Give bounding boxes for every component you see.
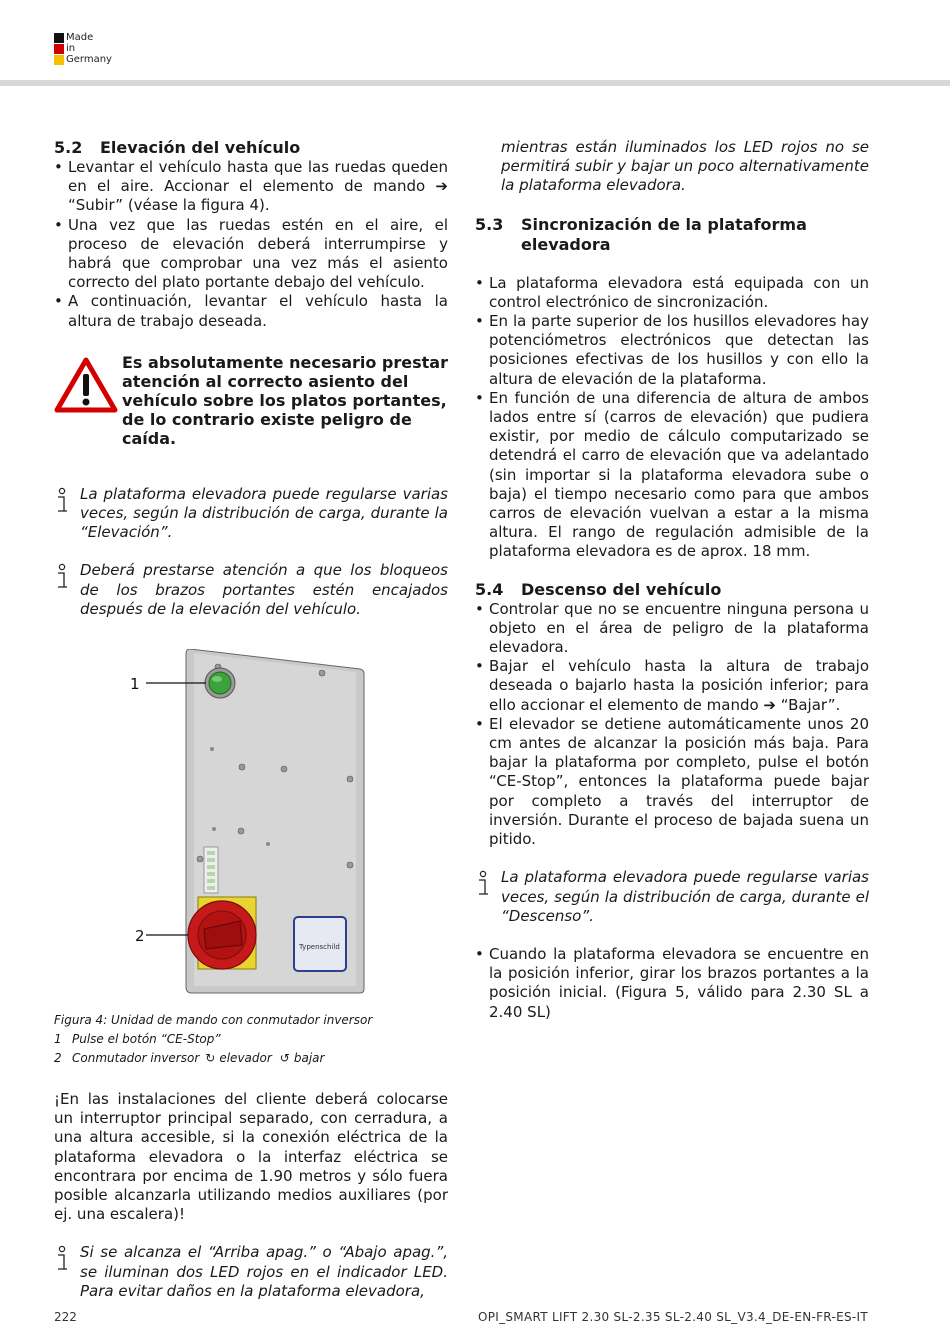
caption-title: Figura 4: Unidad de mando con conmutador inversor xyxy=(54,1013,373,1028)
info-note-1 xyxy=(54,485,448,543)
list-item: • La plataforma elevadora está equipada con un control electrónico de sincronización. xyxy=(475,274,869,312)
list-item: • Bajar el vehículo hasta la altura de trabajo deseada o bajarlo hasta la posición inferior; para ello accionar el elemento de mando ➔ “Bajar”. xyxy=(475,657,869,715)
note-text: La plataforma elevadora puede regularse varias veces, según la distribución de carga, durante la “Elevación”. xyxy=(80,484,448,542)
section-5-4-heading xyxy=(475,580,869,600)
rotate-counterclockwise-icon: ↺ xyxy=(279,1051,290,1066)
logo-line-3: Germany xyxy=(66,54,112,65)
note-text: Si se alcanza el “Arriba apag.” o “Abajo apag.”, se iluminan dos LED rojos en el indicador LED. Para evitar daños en la plataforma elevadora, xyxy=(80,1243,448,1300)
section-5-3-list xyxy=(475,274,869,562)
info-icon xyxy=(54,563,80,591)
info-icon xyxy=(475,870,501,898)
list-item: • A continuación, levantar el vehículo hasta la altura de trabajo deseada. xyxy=(54,292,448,330)
info-icon xyxy=(54,1245,80,1273)
caption-item-text: elevador xyxy=(219,1051,272,1066)
figure-caption xyxy=(54,1011,448,1068)
caption-item-number: 1 xyxy=(54,1032,62,1047)
callout-2: 2 xyxy=(135,927,145,946)
header-rule xyxy=(0,80,950,86)
logo-line-1: Made xyxy=(66,32,94,43)
caption-item-1 xyxy=(54,1030,448,1049)
section-5-2-list xyxy=(54,158,448,331)
section-number: 5.4 xyxy=(475,579,504,599)
right-column xyxy=(475,138,869,1022)
type-plate-label: Typenschild xyxy=(299,943,340,952)
note-3-continuation: mientras están iluminados los LED rojos no se permitirá subir y bajar un poco alternativamente la plataforma elevadora. xyxy=(501,138,869,195)
warning-text: Es absolutamente necesario prestar atención al correcto asiento del vehículo sobre los platos portantes, de lo contrario existe peligro de caída. xyxy=(122,352,448,448)
final-list xyxy=(475,945,869,1022)
note-text: La plataforma elevadora puede regularse varias veces, según la distribución de carga, durante el “Descenso”. xyxy=(501,868,869,925)
section-title: Descenso del vehículo xyxy=(521,579,722,599)
flag-black xyxy=(54,33,64,43)
caption-item-text: Conmutador inversor xyxy=(72,1051,200,1066)
left-column xyxy=(54,138,448,1301)
list-item: • En la parte superior de los husillos elevadores hay potenciómetros electrónicos que detectan las posiciones efectivas de los husillos y con ello la altura de elevación de la plataforma. xyxy=(475,312,869,389)
callout-1: 1 xyxy=(130,675,140,694)
list-item: • Una vez que las ruedas estén en el aire, el proceso de elevación deberá interrumpirse y habrá que comprobar una vez más el asiento correcto del plato portante debajo del vehículo. xyxy=(54,216,448,293)
flag-gold xyxy=(54,55,64,65)
document-id: OPI_SMART LIFT 2.30 SL-2.35 SL-2.40 SL_V3.4_DE-EN-FR-ES-IT xyxy=(477,1310,868,1324)
list-item: • El elevador se detiene automáticamente unos 20 cm antes de alcanzar la posición más baja. Para bajar la plataforma por completo, pulse el botón “CE-Stop”, entonces la plataforma puede bajar por completo a través del interruptor de inversión. Durante el proceso de bajada suena un pitido. xyxy=(475,715,869,849)
list-item: • En función de una diferencia de altura de ambos lados entre sí (carros de elevación) que pudiera existir, por medio de cálculo computarizado se detendrá el carro de elevación que va adelantado (sin importar si la plataforma elevadora sube o baja) el tiempo necesario como para que ambos carros de elevación vuelvan a estar a la misma altura. El rango de regulación admisible de la plataforma elevadora es de aprox. 18 mm. xyxy=(475,389,869,562)
control-unit-illustration xyxy=(54,649,448,999)
caption-item-text: Pulse el botón “CE-Stop” xyxy=(72,1032,221,1047)
section-5-4-list xyxy=(475,600,869,850)
info-note-4 xyxy=(475,868,869,926)
info-icon xyxy=(54,487,80,515)
logo-line-2: in xyxy=(66,43,76,54)
section-5-3-heading xyxy=(475,215,869,255)
list-item: • Levantar el vehículo hasta que las ruedas queden en el aire. Accionar el elemento de mando ➔ “Subir” (véase la figura 4). xyxy=(54,158,448,216)
info-note-3 xyxy=(54,1243,448,1301)
note-text: Deberá prestarse atención a que los bloqueos de los brazos portantes estén encajados después de la elevación del vehículo. xyxy=(80,561,448,618)
section-5-2-heading xyxy=(54,138,448,158)
list-item: • Cuando la plataforma elevadora se encuentre en la posición inferior, girar los brazos portantes a la posición inicial. (Figura 5, válido para 2.30 SL a 2.40 SL) xyxy=(475,945,869,1022)
caption-item-number: 2 xyxy=(54,1051,62,1066)
list-item: • Controlar que no se encuentre ninguna persona u objeto en el área de peligro de la plataforma elevadora. xyxy=(475,600,869,658)
caption-item-2 xyxy=(54,1049,448,1068)
page-number: 222 xyxy=(54,1310,77,1324)
section-number: 5.3 xyxy=(475,214,504,234)
section-title: Sincronización de la plataforma elevadora xyxy=(521,214,807,254)
section-number: 5.2 xyxy=(54,138,83,157)
rotate-clockwise-icon: ↻ xyxy=(205,1051,216,1066)
flag-red xyxy=(54,44,64,54)
warning-block xyxy=(54,353,448,448)
section-title: Elevación del vehículo xyxy=(100,138,301,157)
caption-item-text: bajar xyxy=(293,1051,325,1066)
control-unit-figure xyxy=(54,649,448,999)
info-note-2 xyxy=(54,561,448,619)
main-switch-paragraph: ¡En las instalaciones del cliente deberá colocarse un interruptor principal separado, con cerradura, a una altura accesible, si la conexión eléctrica de la plataforma elevadora o la interfaz eléctrica se encontrara por encima de 1.90 metros y sólo fuera posible alcanzarla utilizando medios auxiliares (por ej. una escalera)! xyxy=(54,1090,448,1224)
warning-triangle-icon xyxy=(54,357,118,413)
